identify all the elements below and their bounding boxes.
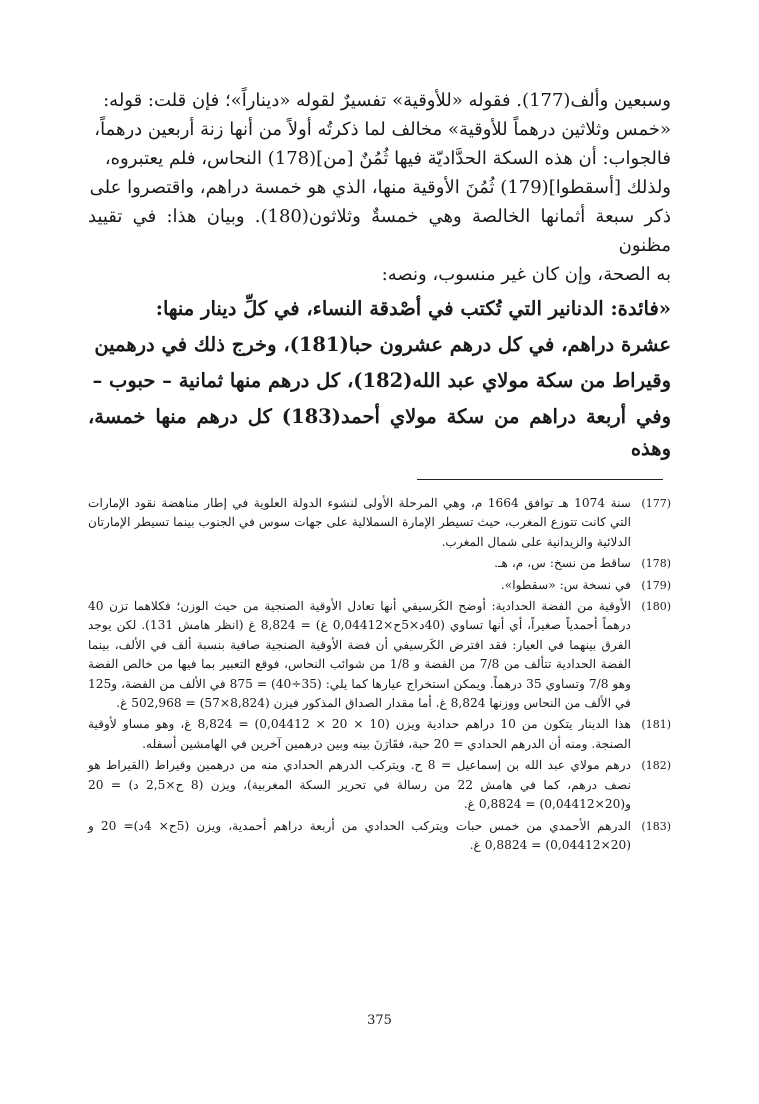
text-line: ذكر سبعة أثمانها الخالصة وهي خمسةٌ وثلاثون(180). وبيان هذا: في تقييد مظنون <box>88 206 672 256</box>
footnote-number: (178) <box>641 557 671 571</box>
page-number: 375 <box>367 1013 392 1028</box>
footnote-178 <box>88 554 671 573</box>
footnote-number: (181) <box>641 718 671 732</box>
footnote-number: (179) <box>641 578 671 592</box>
main-paragraph <box>88 86 671 465</box>
footnote-181 <box>88 715 671 754</box>
footnote-183 <box>88 817 671 856</box>
footnote-text: سنة 1074 هـ توافق 1664 م، وهي المرحلة الأولى لنشوء الدولة العلوية في إطار مناهضة نقود الإمارات التي كانت تتوزع المغرب، حيث تسيطر الإمارة السملالية على جهات سوس في الجنوب بينما تسيطر الإمارتان الدلائية والزيدانية على شمال المغرب. <box>88 496 631 549</box>
text-line: وسبعين وألف(177). فقوله «للأوقية» تفسيرٌ لقوله «ديناراً»؛ فإن قلت: قوله: <box>103 90 671 111</box>
footnote-number: (177) <box>641 497 671 510</box>
bold-text-line: وفي أربعة دراهم من سكة مولاي أحمد(183) كل درهم منها خمسة، وهذه <box>88 405 672 460</box>
footnote-text: هذا الدينار يتكون من 10 دراهم حدادية ويزن (10 × 20 × 0,04412) = 8,824 غ، وهو مساو لأوقية الصنجة. ومنه أن الدرهم الحدادي = 20 حبة، فقَارَنَ بينه وبين درهمين آخرين في الهامشين أسفله. <box>88 717 631 751</box>
footnote-number: (182) <box>641 759 671 773</box>
footnote-182 <box>88 756 671 814</box>
footnote-number: (183) <box>641 819 671 833</box>
bold-text-line: عشرة دراهم، في كل درهم عشرون حبا(181)، وخرج ذلك في درهمين <box>94 333 671 356</box>
bold-text-line: وقيراط من سكة مولاي عبد الله(182)، كل درهم منها ثمانية – حبوب – <box>92 369 671 392</box>
main-text <box>88 86 671 465</box>
bold-text-line: «فائدة: الدنانير التي تُكتب في أصْدقة النساء، في كلِّ دينار منها: <box>155 297 671 320</box>
footnote-180 <box>88 597 671 713</box>
footnote-177 <box>88 494 671 552</box>
text-line: فالجواب: أن هذه السكة الحدَّاديّة فيها ثُمُنٌ [من](178) النحاس، فلم يعتبروه، <box>104 148 671 169</box>
footnote-179 <box>88 576 671 595</box>
footnote-text: درهم مولاي عبد الله بن إسماعيل = 8 ح. ويتركب الدرهم الحدادي منه من درهمين وقيراط (القيراط هو نصف درهم، كما في هامش 22 من رسالة في تحرير السكة المغربية)، ويزن (8 ح×2,5 د) = 20 و(20×0,04412) = 0,8824 غ. <box>88 758 632 812</box>
footnote-number: (180) <box>641 600 671 614</box>
footnote-text: ساقط من نسخ: س، م، هـ. <box>494 556 631 571</box>
footnotes <box>88 494 671 857</box>
footnote-text: في نسخة س: «سقطوا». <box>500 577 631 592</box>
text-line: «خمس وثلاثين درهماً للأوقية» مخالف لما ذكرتُه أولاً من أنها زنة أربعين درهماً، <box>94 119 671 140</box>
footnote-text: الأوقية من الفضة الحدادية: أوضح الكَرسيفي أنها تعادل الأوقية الصنجية من حيث الوزن؛ فكلاهما تزن 40 درهماً أحمدياً صغيراً، أي أنها تساوي (40د×5ح×0,04412 غ) = 8,824 غ (انظر هامش 131). لكن يوجد الفرق بينهما في العيار: فقد افترض الكَرسيفي أن فضة الأوقية الصنجية صافية بنسبة ألف في الألف، بينما الفضة الحدادية تتألف من 7/8 من الفضة و 1/8 من شوائب النحاس، فوقع التعبير بما فيها من خالص الفضة وهو 7/8 وتساوي 35 درهماً. ويمكن استخراج عيارها كما يلي: (35÷40) = 875 في الألف من الفضة، و125 في الألف من النحاس ووزنها 8,824 غ. أما مقدار الصداق المذكور فيزن (8,824×57) = 502,968 غ. <box>88 599 632 711</box>
text-line: به الصحة، وإن كان غير منسوب، ونصه: <box>381 264 671 285</box>
footnote-text: الدرهم الأحمدي من خمس حبات ويتركب الحدادي من أربعة دراهم أحمدية، ويزن (5ح× 4د)= 20 و (20×0,04412) = 0,8824 غ. <box>88 818 631 852</box>
text-line: ولذلك [أسقطوا](179) ثُمُنَ الأوقية منها، الذي هو خمسة دراهم، واقتصروا على <box>89 177 671 198</box>
footnote-divider <box>417 479 663 480</box>
